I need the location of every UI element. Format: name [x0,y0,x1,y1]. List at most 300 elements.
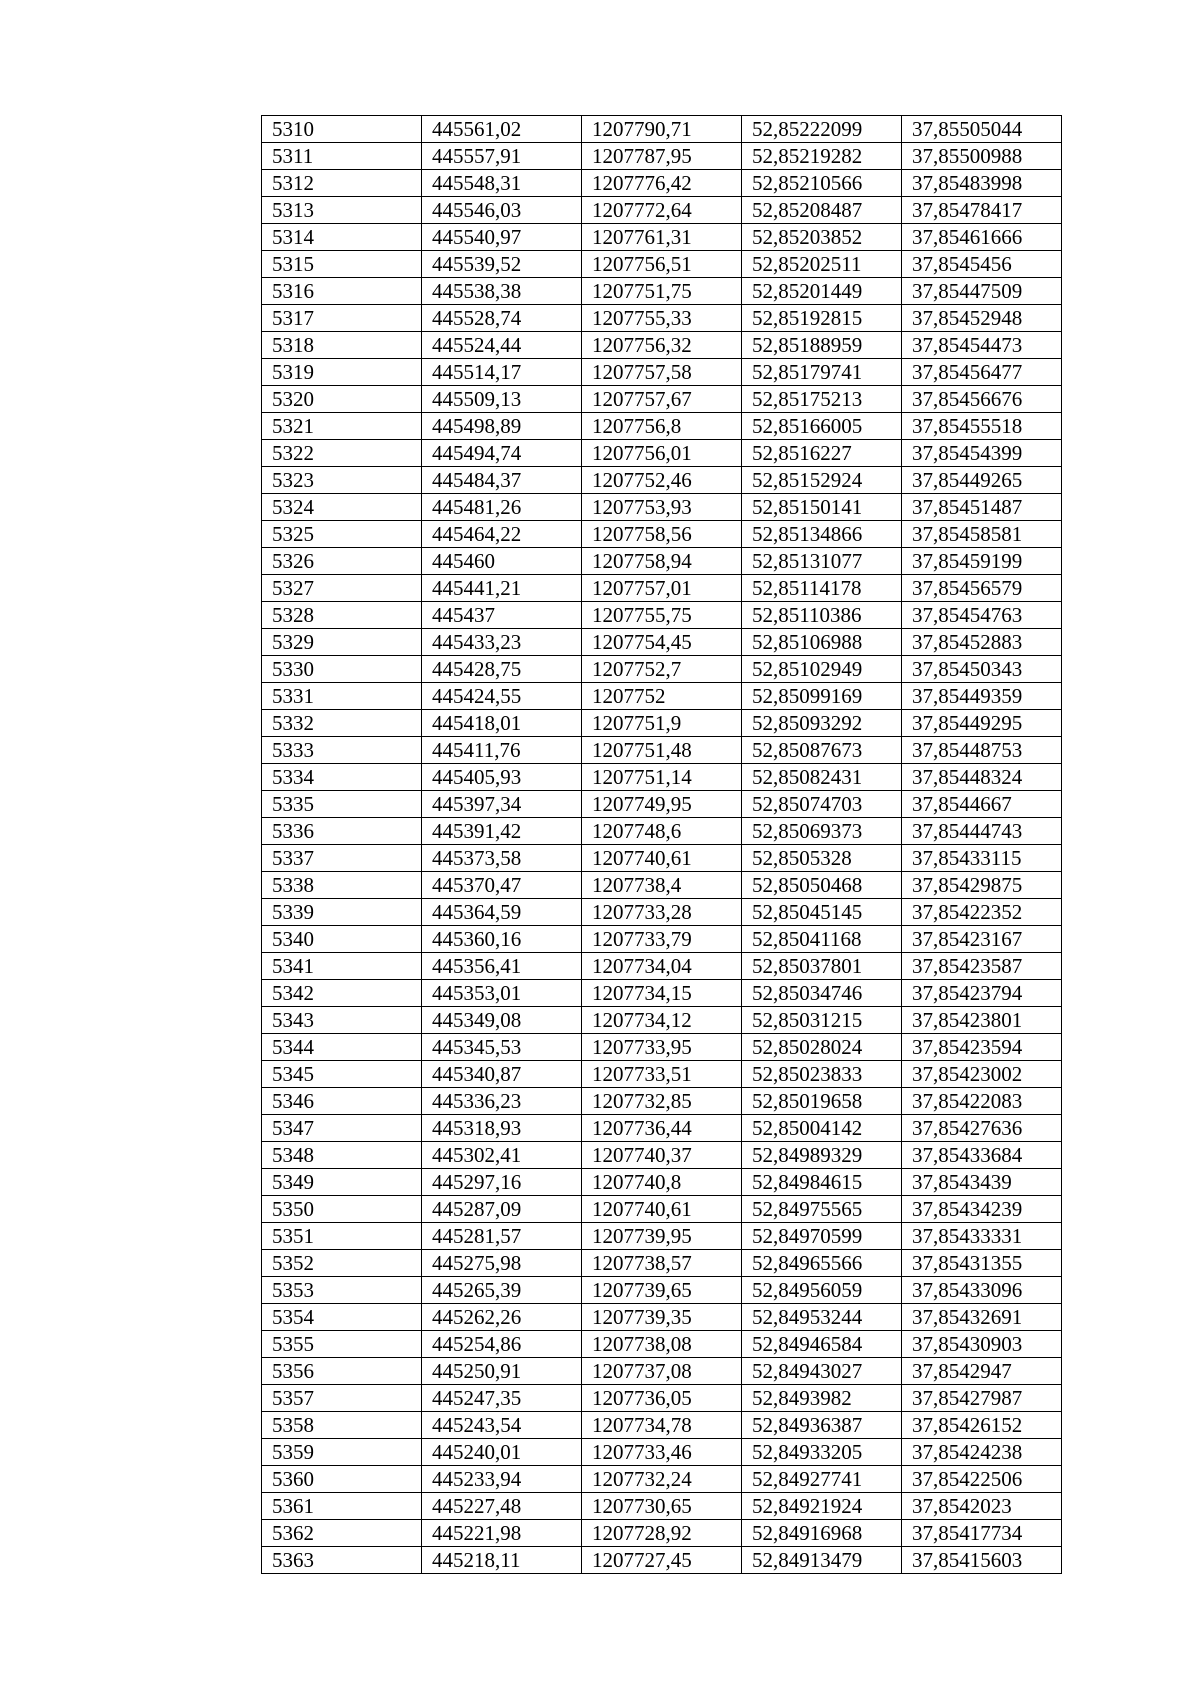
latitude-cell: 52,85069373 [742,818,902,845]
x-coordinate-cell: 445524,44 [422,332,582,359]
latitude-cell: 52,85114178 [742,575,902,602]
latitude-cell: 52,84913479 [742,1547,902,1574]
x-coordinate-cell: 445254,86 [422,1331,582,1358]
table-row [262,278,1062,305]
longitude-cell: 37,85458581 [902,521,1062,548]
longitude-cell: 37,85423794 [902,980,1062,1007]
point-number-cell: 5319 [262,359,422,386]
point-number-cell: 5352 [262,1250,422,1277]
longitude-cell: 37,85500988 [902,143,1062,170]
coordinates-table-body [262,116,1062,1574]
y-coordinate-cell: 1207757,58 [582,359,742,386]
x-coordinate-cell: 445345,53 [422,1034,582,1061]
longitude-cell: 37,85433684 [902,1142,1062,1169]
latitude-cell: 52,85023833 [742,1061,902,1088]
latitude-cell: 52,85202511 [742,251,902,278]
table-row [262,521,1062,548]
x-coordinate-cell: 445250,91 [422,1358,582,1385]
longitude-cell: 37,85449295 [902,710,1062,737]
point-number-cell: 5354 [262,1304,422,1331]
y-coordinate-cell: 1207757,67 [582,386,742,413]
longitude-cell: 37,85422506 [902,1466,1062,1493]
table-row [262,1277,1062,1304]
x-coordinate-cell: 445546,03 [422,197,582,224]
x-coordinate-cell: 445265,39 [422,1277,582,1304]
table-row [262,1169,1062,1196]
longitude-cell: 37,8542023 [902,1493,1062,1520]
latitude-cell: 52,85208487 [742,197,902,224]
longitude-cell: 37,8542947 [902,1358,1062,1385]
longitude-cell: 37,85451487 [902,494,1062,521]
table-row [262,737,1062,764]
latitude-cell: 52,85034746 [742,980,902,1007]
x-coordinate-cell: 445498,89 [422,413,582,440]
longitude-cell: 37,85434239 [902,1196,1062,1223]
table-row [262,953,1062,980]
latitude-cell: 52,85110386 [742,602,902,629]
table-row [262,116,1062,143]
x-coordinate-cell: 445297,16 [422,1169,582,1196]
x-coordinate-cell: 445411,76 [422,737,582,764]
latitude-cell: 52,8493982 [742,1385,902,1412]
latitude-cell: 52,85004142 [742,1115,902,1142]
point-number-cell: 5327 [262,575,422,602]
x-coordinate-cell: 445340,87 [422,1061,582,1088]
latitude-cell: 52,85203852 [742,224,902,251]
latitude-cell: 52,84936387 [742,1412,902,1439]
point-number-cell: 5359 [262,1439,422,1466]
longitude-cell: 37,85505044 [902,116,1062,143]
longitude-cell: 37,85427636 [902,1115,1062,1142]
latitude-cell: 52,85210566 [742,170,902,197]
longitude-cell: 37,85452948 [902,305,1062,332]
y-coordinate-cell: 1207761,31 [582,224,742,251]
latitude-cell: 52,85102949 [742,656,902,683]
latitude-cell: 52,85093292 [742,710,902,737]
latitude-cell: 52,84953244 [742,1304,902,1331]
x-coordinate-cell: 445360,16 [422,926,582,953]
y-coordinate-cell: 1207753,93 [582,494,742,521]
latitude-cell: 52,85175213 [742,386,902,413]
latitude-cell: 52,84916968 [742,1520,902,1547]
point-number-cell: 5321 [262,413,422,440]
longitude-cell: 37,85456676 [902,386,1062,413]
longitude-cell: 37,85422083 [902,1088,1062,1115]
latitude-cell: 52,84956059 [742,1277,902,1304]
latitude-cell: 52,85099169 [742,683,902,710]
latitude-cell: 52,8505328 [742,845,902,872]
point-number-cell: 5323 [262,467,422,494]
latitude-cell: 52,84921924 [742,1493,902,1520]
longitude-cell: 37,85429875 [902,872,1062,899]
longitude-cell: 37,85455518 [902,413,1062,440]
x-coordinate-cell: 445494,74 [422,440,582,467]
y-coordinate-cell: 1207748,6 [582,818,742,845]
x-coordinate-cell: 445557,91 [422,143,582,170]
latitude-cell: 52,84946584 [742,1331,902,1358]
x-coordinate-cell: 445243,54 [422,1412,582,1439]
table-row [262,980,1062,1007]
latitude-cell: 52,85045145 [742,899,902,926]
latitude-cell: 52,85082431 [742,764,902,791]
longitude-cell: 37,8543439 [902,1169,1062,1196]
longitude-cell: 37,8545456 [902,251,1062,278]
y-coordinate-cell: 1207754,45 [582,629,742,656]
latitude-cell: 52,85152924 [742,467,902,494]
x-coordinate-cell: 445528,74 [422,305,582,332]
x-coordinate-cell: 445464,22 [422,521,582,548]
table-row [262,791,1062,818]
latitude-cell: 52,85074703 [742,791,902,818]
point-number-cell: 5348 [262,1142,422,1169]
table-row [262,332,1062,359]
y-coordinate-cell: 1207758,56 [582,521,742,548]
latitude-cell: 52,85131077 [742,548,902,575]
y-coordinate-cell: 1207740,8 [582,1169,742,1196]
point-number-cell: 5315 [262,251,422,278]
y-coordinate-cell: 1207736,44 [582,1115,742,1142]
x-coordinate-cell: 445539,52 [422,251,582,278]
table-row [262,656,1062,683]
point-number-cell: 5310 [262,116,422,143]
point-number-cell: 5334 [262,764,422,791]
point-number-cell: 5351 [262,1223,422,1250]
y-coordinate-cell: 1207755,33 [582,305,742,332]
longitude-cell: 37,85415603 [902,1547,1062,1574]
y-coordinate-cell: 1207734,15 [582,980,742,1007]
x-coordinate-cell: 445227,48 [422,1493,582,1520]
point-number-cell: 5336 [262,818,422,845]
y-coordinate-cell: 1207733,46 [582,1439,742,1466]
longitude-cell: 37,85423587 [902,953,1062,980]
point-number-cell: 5338 [262,872,422,899]
table-row [262,575,1062,602]
point-number-cell: 5355 [262,1331,422,1358]
y-coordinate-cell: 1207736,05 [582,1385,742,1412]
x-coordinate-cell: 445318,93 [422,1115,582,1142]
x-coordinate-cell: 445484,37 [422,467,582,494]
table-row [262,1115,1062,1142]
latitude-cell: 52,85050468 [742,872,902,899]
y-coordinate-cell: 1207733,28 [582,899,742,926]
table-row [262,1466,1062,1493]
y-coordinate-cell: 1207756,8 [582,413,742,440]
point-number-cell: 5333 [262,737,422,764]
longitude-cell: 37,85433096 [902,1277,1062,1304]
point-number-cell: 5317 [262,305,422,332]
latitude-cell: 52,85179741 [742,359,902,386]
table-row [262,386,1062,413]
point-number-cell: 5346 [262,1088,422,1115]
y-coordinate-cell: 1207751,14 [582,764,742,791]
table-row [262,602,1062,629]
table-row [262,1007,1062,1034]
longitude-cell: 37,85454399 [902,440,1062,467]
y-coordinate-cell: 1207727,45 [582,1547,742,1574]
y-coordinate-cell: 1207756,51 [582,251,742,278]
x-coordinate-cell: 445433,23 [422,629,582,656]
point-number-cell: 5314 [262,224,422,251]
x-coordinate-cell: 445481,26 [422,494,582,521]
y-coordinate-cell: 1207756,32 [582,332,742,359]
longitude-cell: 37,85448753 [902,737,1062,764]
x-coordinate-cell: 445540,97 [422,224,582,251]
table-row [262,1196,1062,1223]
x-coordinate-cell: 445437 [422,602,582,629]
table-row [262,1061,1062,1088]
point-number-cell: 5335 [262,791,422,818]
table-row [262,1412,1062,1439]
table-row [262,872,1062,899]
y-coordinate-cell: 1207740,61 [582,845,742,872]
table-row [262,1358,1062,1385]
y-coordinate-cell: 1207728,92 [582,1520,742,1547]
point-number-cell: 5360 [262,1466,422,1493]
longitude-cell: 37,85423167 [902,926,1062,953]
table-row [262,494,1062,521]
x-coordinate-cell: 445561,02 [422,116,582,143]
table-row [262,1520,1062,1547]
longitude-cell: 37,85417734 [902,1520,1062,1547]
longitude-cell: 37,85452883 [902,629,1062,656]
point-number-cell: 5322 [262,440,422,467]
y-coordinate-cell: 1207738,57 [582,1250,742,1277]
coordinates-table [261,115,1062,1574]
y-coordinate-cell: 1207739,35 [582,1304,742,1331]
x-coordinate-cell: 445514,17 [422,359,582,386]
y-coordinate-cell: 1207738,4 [582,872,742,899]
y-coordinate-cell: 1207751,48 [582,737,742,764]
point-number-cell: 5361 [262,1493,422,1520]
point-number-cell: 5349 [262,1169,422,1196]
longitude-cell: 37,85478417 [902,197,1062,224]
y-coordinate-cell: 1207752,7 [582,656,742,683]
point-number-cell: 5357 [262,1385,422,1412]
point-number-cell: 5362 [262,1520,422,1547]
longitude-cell: 37,85454473 [902,332,1062,359]
longitude-cell: 37,85433115 [902,845,1062,872]
point-number-cell: 5318 [262,332,422,359]
point-number-cell: 5340 [262,926,422,953]
latitude-cell: 52,85028024 [742,1034,902,1061]
table-row [262,224,1062,251]
y-coordinate-cell: 1207732,24 [582,1466,742,1493]
x-coordinate-cell: 445349,08 [422,1007,582,1034]
table-row [262,251,1062,278]
point-number-cell: 5341 [262,953,422,980]
latitude-cell: 52,85087673 [742,737,902,764]
y-coordinate-cell: 1207755,75 [582,602,742,629]
point-number-cell: 5347 [262,1115,422,1142]
point-number-cell: 5326 [262,548,422,575]
x-coordinate-cell: 445221,98 [422,1520,582,1547]
x-coordinate-cell: 445247,35 [422,1385,582,1412]
x-coordinate-cell: 445364,59 [422,899,582,926]
y-coordinate-cell: 1207752 [582,683,742,710]
longitude-cell: 37,85461666 [902,224,1062,251]
longitude-cell: 37,85449265 [902,467,1062,494]
table-row [262,845,1062,872]
y-coordinate-cell: 1207732,85 [582,1088,742,1115]
x-coordinate-cell: 445262,26 [422,1304,582,1331]
x-coordinate-cell: 445233,94 [422,1466,582,1493]
y-coordinate-cell: 1207738,08 [582,1331,742,1358]
y-coordinate-cell: 1207751,9 [582,710,742,737]
longitude-cell: 37,85459199 [902,548,1062,575]
table-row [262,1439,1062,1466]
point-number-cell: 5337 [262,845,422,872]
y-coordinate-cell: 1207733,79 [582,926,742,953]
point-number-cell: 5313 [262,197,422,224]
latitude-cell: 52,85134866 [742,521,902,548]
y-coordinate-cell: 1207756,01 [582,440,742,467]
x-coordinate-cell: 445302,41 [422,1142,582,1169]
table-row [262,170,1062,197]
longitude-cell: 37,85422352 [902,899,1062,926]
x-coordinate-cell: 445441,21 [422,575,582,602]
table-row [262,548,1062,575]
y-coordinate-cell: 1207730,65 [582,1493,742,1520]
table-row [262,359,1062,386]
x-coordinate-cell: 445405,93 [422,764,582,791]
point-number-cell: 5345 [262,1061,422,1088]
longitude-cell: 37,85426152 [902,1412,1062,1439]
x-coordinate-cell: 445460 [422,548,582,575]
x-coordinate-cell: 445373,58 [422,845,582,872]
table-row [262,1250,1062,1277]
x-coordinate-cell: 445418,01 [422,710,582,737]
table-row [262,899,1062,926]
longitude-cell: 37,85456477 [902,359,1062,386]
y-coordinate-cell: 1207733,51 [582,1061,742,1088]
table-row [262,1385,1062,1412]
table-row [262,440,1062,467]
x-coordinate-cell: 445287,09 [422,1196,582,1223]
longitude-cell: 37,85456579 [902,575,1062,602]
table-row [262,1034,1062,1061]
table-row [262,467,1062,494]
point-number-cell: 5325 [262,521,422,548]
point-number-cell: 5350 [262,1196,422,1223]
longitude-cell: 37,85431355 [902,1250,1062,1277]
x-coordinate-cell: 445240,01 [422,1439,582,1466]
y-coordinate-cell: 1207740,61 [582,1196,742,1223]
table-row [262,143,1062,170]
longitude-cell: 37,85444743 [902,818,1062,845]
latitude-cell: 52,85201449 [742,278,902,305]
y-coordinate-cell: 1207757,01 [582,575,742,602]
point-number-cell: 5320 [262,386,422,413]
y-coordinate-cell: 1207734,12 [582,1007,742,1034]
latitude-cell: 52,85041168 [742,926,902,953]
x-coordinate-cell: 445336,23 [422,1088,582,1115]
x-coordinate-cell: 445353,01 [422,980,582,1007]
latitude-cell: 52,84927741 [742,1466,902,1493]
point-number-cell: 5353 [262,1277,422,1304]
x-coordinate-cell: 445281,57 [422,1223,582,1250]
x-coordinate-cell: 445370,47 [422,872,582,899]
table-row [262,683,1062,710]
table-row [262,1304,1062,1331]
latitude-cell: 52,85192815 [742,305,902,332]
table-row [262,1142,1062,1169]
x-coordinate-cell: 445428,75 [422,656,582,683]
point-number-cell: 5329 [262,629,422,656]
point-number-cell: 5311 [262,143,422,170]
table-row [262,305,1062,332]
longitude-cell: 37,85450343 [902,656,1062,683]
latitude-cell: 52,85106988 [742,629,902,656]
latitude-cell: 52,84965566 [742,1250,902,1277]
point-number-cell: 5331 [262,683,422,710]
longitude-cell: 37,85483998 [902,170,1062,197]
point-number-cell: 5356 [262,1358,422,1385]
y-coordinate-cell: 1207758,94 [582,548,742,575]
latitude-cell: 52,85031215 [742,1007,902,1034]
table-row [262,1088,1062,1115]
point-number-cell: 5328 [262,602,422,629]
longitude-cell: 37,85424238 [902,1439,1062,1466]
y-coordinate-cell: 1207734,78 [582,1412,742,1439]
latitude-cell: 52,85037801 [742,953,902,980]
y-coordinate-cell: 1207749,95 [582,791,742,818]
y-coordinate-cell: 1207751,75 [582,278,742,305]
latitude-cell: 52,84933205 [742,1439,902,1466]
table-row [262,818,1062,845]
point-number-cell: 5343 [262,1007,422,1034]
table-row [262,926,1062,953]
x-coordinate-cell: 445356,41 [422,953,582,980]
table-row [262,629,1062,656]
point-number-cell: 5358 [262,1412,422,1439]
y-coordinate-cell: 1207740,37 [582,1142,742,1169]
point-number-cell: 5330 [262,656,422,683]
x-coordinate-cell: 445397,34 [422,791,582,818]
longitude-cell: 37,85423594 [902,1034,1062,1061]
latitude-cell: 52,84984615 [742,1169,902,1196]
longitude-cell: 37,85423801 [902,1007,1062,1034]
longitude-cell: 37,8544667 [902,791,1062,818]
y-coordinate-cell: 1207772,64 [582,197,742,224]
longitude-cell: 37,85433331 [902,1223,1062,1250]
latitude-cell: 52,85222099 [742,116,902,143]
longitude-cell: 37,85430903 [902,1331,1062,1358]
latitude-cell: 52,84943027 [742,1358,902,1385]
y-coordinate-cell: 1207790,71 [582,116,742,143]
latitude-cell: 52,84975565 [742,1196,902,1223]
longitude-cell: 37,85447509 [902,278,1062,305]
point-number-cell: 5316 [262,278,422,305]
longitude-cell: 37,85449359 [902,683,1062,710]
longitude-cell: 37,85432691 [902,1304,1062,1331]
point-number-cell: 5344 [262,1034,422,1061]
longitude-cell: 37,85454763 [902,602,1062,629]
point-number-cell: 5339 [262,899,422,926]
latitude-cell: 52,85219282 [742,143,902,170]
x-coordinate-cell: 445424,55 [422,683,582,710]
y-coordinate-cell: 1207739,95 [582,1223,742,1250]
latitude-cell: 52,8516227 [742,440,902,467]
y-coordinate-cell: 1207734,04 [582,953,742,980]
x-coordinate-cell: 445275,98 [422,1250,582,1277]
y-coordinate-cell: 1207739,65 [582,1277,742,1304]
point-number-cell: 5332 [262,710,422,737]
point-number-cell: 5312 [262,170,422,197]
longitude-cell: 37,85448324 [902,764,1062,791]
point-number-cell: 5324 [262,494,422,521]
y-coordinate-cell: 1207737,08 [582,1358,742,1385]
latitude-cell: 52,85019658 [742,1088,902,1115]
